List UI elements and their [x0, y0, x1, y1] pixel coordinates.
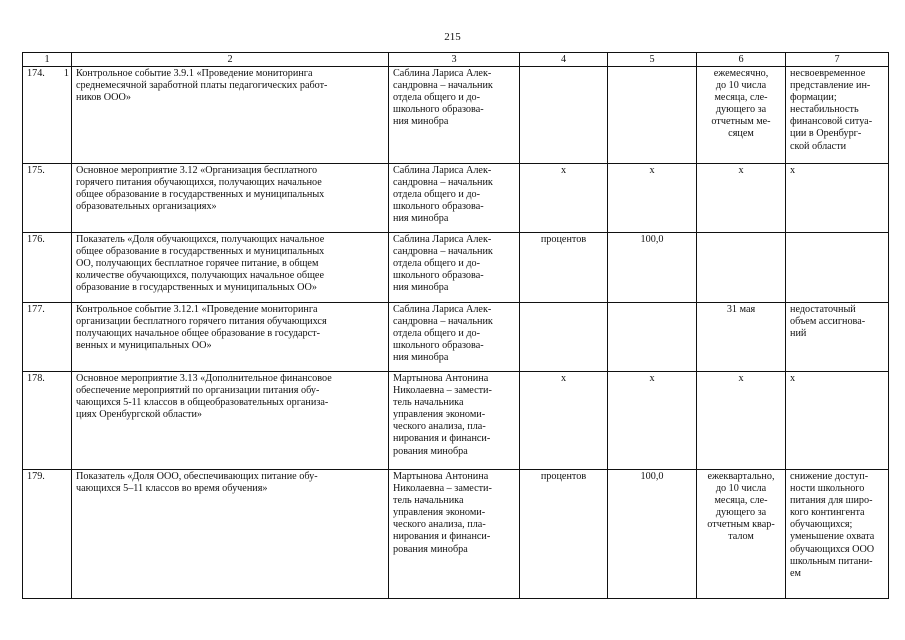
responsible-cell-line: нирования и финанси- — [393, 433, 491, 445]
value-cell — [608, 67, 697, 164]
risks-cell-line: кого контингента — [790, 507, 865, 519]
risks-cell-line: снижение доступ- — [790, 471, 869, 482]
responsible-cell-line: Саблина Лариса Алек- — [393, 165, 492, 176]
deadline-cell — [697, 233, 786, 303]
description-cell-line: ОО, получающих бесплатное горячее питание, в общем — [76, 258, 319, 270]
responsible-cell-line: отдела общего и до- — [393, 92, 481, 104]
deadline-cell — [697, 303, 786, 372]
deadline-cell-line: дующего за — [715, 104, 767, 116]
responsible-cell-line: управления экономи- — [393, 409, 486, 421]
description-cell-line: ников ООО» — [76, 92, 131, 104]
risks-cell-line: представление ин- — [790, 80, 871, 92]
responsible-cell-line: школьного образова- — [393, 104, 484, 116]
risks-cell-line: ний — [790, 328, 807, 340]
row-number-cell — [23, 233, 72, 303]
header-row — [23, 53, 889, 67]
deadline-cell-line: талом — [728, 531, 754, 543]
risks-cell-line: формации; — [790, 92, 837, 104]
risks-cell-line: х — [790, 165, 796, 176]
description-cell-line: горячего питания обучающихся, получающих начальное — [76, 177, 322, 189]
responsible-cell-line: сандровна – начальник — [393, 316, 493, 328]
responsible-cell — [389, 303, 520, 372]
deadline-cell-line: месяца, сле- — [714, 495, 768, 507]
description-cell-line: обеспечение мероприятий по организации питания обу- — [76, 385, 320, 397]
deadline-cell-line: сяцем — [728, 128, 754, 140]
responsible-cell-line: отдела общего и до- — [393, 328, 481, 340]
responsible-cell-line: отдела общего и до- — [393, 258, 481, 270]
risks-cell-line: нестабильность — [790, 104, 859, 116]
unit-cell: процентов — [520, 470, 608, 599]
responsible-cell-line: школьного образова- — [393, 340, 484, 352]
responsible-cell — [389, 67, 520, 164]
description-cell-line: Контрольное событие 3.12.1 «Проведение мониторинга — [76, 304, 318, 315]
risks-cell-line: ем — [790, 567, 801, 579]
deadline-cell — [697, 470, 786, 599]
description-cell-line: образование в государственных и муниципальных ОО» — [76, 282, 317, 294]
responsible-cell-line: Николаевна – замести- — [393, 483, 492, 495]
responsible-cell — [389, 164, 520, 233]
deadline-cell-line: месяца, сле- — [714, 92, 768, 104]
description-cell-line: Контрольное событие 3.9.1 «Проведение мониторинга — [76, 68, 313, 79]
deadline-cell-line: до 10 числа — [715, 80, 767, 92]
row-number-cell — [23, 303, 72, 372]
unit-cell: х — [520, 372, 608, 470]
deadline-cell — [697, 67, 786, 164]
description-cell-line: чающихся 5-11 классов в общеобразовательных организа- — [76, 397, 329, 409]
deadline-cell-line: отчетным ме- — [711, 116, 771, 128]
description-cell — [72, 164, 389, 233]
deadline-cell-line: х — [738, 165, 744, 176]
value-cell — [608, 303, 697, 372]
responsible-cell-line: сандровна – начальник — [393, 246, 493, 258]
deadline-cell-line: до 10 числа — [715, 483, 767, 495]
column-header: 6 — [697, 53, 786, 67]
description-cell-line: Основное мероприятие 3.12 «Организация бесплатного — [76, 165, 318, 176]
table-row — [23, 67, 889, 164]
deadline-cell-line: 31 мая — [726, 304, 756, 315]
responsible-cell-line: Мартынова Антонина — [393, 471, 489, 482]
risks-cell-line: обучающихся ООО — [790, 543, 875, 555]
description-cell-line: чающихся 5–11 классов во время обучения» — [76, 483, 268, 495]
table-row — [23, 470, 889, 599]
row-number: 175. — [27, 165, 45, 176]
table-row — [23, 372, 889, 470]
responsible-cell-line: Саблина Лариса Алек- — [393, 68, 492, 79]
column-header: 2 — [72, 53, 389, 67]
row-number-cell — [23, 470, 72, 599]
unit-cell — [520, 67, 608, 164]
row-number: 179. — [27, 471, 45, 482]
risks-cell-line: объем ассигнова- — [790, 316, 866, 328]
responsible-cell-line: Саблина Лариса Алек- — [393, 304, 492, 315]
deadline-cell — [697, 164, 786, 233]
row-number-cell — [23, 164, 72, 233]
description-cell-line: общее образование в государственных и муниципальных — [76, 246, 325, 258]
responsible-cell-line: ния минобра — [393, 213, 449, 225]
risks-cell-line: несвоевременное — [790, 68, 866, 79]
responsible-cell-line: сандровна – начальник — [393, 177, 493, 189]
table-row — [23, 303, 889, 372]
risks-cell — [786, 233, 889, 303]
risks-cell-line: питания для широ- — [790, 495, 873, 507]
row-number-cell — [23, 372, 72, 470]
description-cell-line: получающих начальное общее образование в государст- — [76, 328, 321, 340]
responsible-cell — [389, 470, 520, 599]
risks-cell — [786, 470, 889, 599]
risks-cell-line: х — [790, 373, 796, 384]
description-cell-line: Основное мероприятие 3.13 «Дополнительное финансовое — [76, 373, 332, 384]
responsible-cell-line: тель начальника — [393, 397, 464, 409]
description-cell — [72, 233, 389, 303]
deadline-cell-line: отчетным квар- — [707, 519, 775, 531]
deadline-cell-line: х — [738, 373, 744, 384]
responsible-cell-line: ния минобра — [393, 282, 449, 294]
row-number: 177. — [27, 304, 45, 315]
description-cell — [72, 67, 389, 164]
value-cell: 100,0 — [608, 233, 697, 303]
description-cell — [72, 303, 389, 372]
responsible-cell-line: школьного образова- — [393, 270, 484, 282]
row-number: 178. — [27, 373, 45, 384]
description-cell — [72, 372, 389, 470]
responsible-cell-line: нирования и финанси- — [393, 531, 491, 543]
table-row — [23, 164, 889, 233]
responsible-cell-line: Мартынова Антонина — [393, 373, 489, 384]
plan-table — [22, 52, 889, 599]
responsible-cell-line: Саблина Лариса Алек- — [393, 234, 492, 245]
responsible-cell-line: сандровна – начальник — [393, 80, 493, 92]
responsible-cell-line: рования минобра — [393, 543, 468, 555]
description-cell-line: Показатель «Доля обучающихся, получающих начальное — [76, 234, 325, 245]
description-cell-line: Показатель «Доля ООО, обеспечивающих питание обу- — [76, 471, 318, 482]
deadline-cell-line: ежемесячно, — [713, 68, 769, 79]
deadline-cell-line: ежеквартально, — [707, 471, 775, 482]
column-header: 1 — [23, 53, 72, 67]
responsible-cell-line: тель начальника — [393, 495, 464, 507]
row-number-cell — [23, 67, 72, 164]
row-number: 174. — [27, 68, 45, 79]
column-header: 4 — [520, 53, 608, 67]
responsible-cell-line: ческого анализа, пла- — [393, 421, 486, 433]
table-row — [23, 233, 889, 303]
deadline-cell-line: дующего за — [715, 507, 767, 519]
responsible-cell-line: ческого анализа, пла- — [393, 519, 486, 531]
page-number: 215 — [444, 31, 461, 43]
responsible-cell-line: управления экономи- — [393, 507, 486, 519]
risks-cell-line: обучающихся; — [790, 519, 853, 531]
description-cell-line: общее образование в государственных и муниципальных — [76, 189, 325, 201]
risks-cell-line: уменьшение охвата — [790, 531, 875, 543]
value-cell: 100,0 — [608, 470, 697, 599]
risks-cell — [786, 372, 889, 470]
unit-cell — [520, 303, 608, 372]
unit-cell: процентов — [520, 233, 608, 303]
description-cell-line: среднемесячной заработной платы педагогических работ- — [76, 80, 328, 92]
risks-cell-line: школьным питани- — [790, 555, 873, 567]
responsible-cell-line: ния минобра — [393, 116, 449, 128]
risks-cell-line: ской области — [790, 140, 847, 152]
responsible-cell-line: Николаевна – замести- — [393, 385, 492, 397]
responsible-cell — [389, 372, 520, 470]
description-cell-line: венных и муниципальных ОО» — [76, 340, 212, 352]
risks-cell — [786, 67, 889, 164]
row-mark: 1 — [63, 68, 69, 79]
description-cell-line: циях Оренбургской области» — [76, 409, 203, 421]
unit-cell: х — [520, 164, 608, 233]
description-cell — [72, 470, 389, 599]
risks-cell-line: недостаточный — [790, 304, 856, 315]
responsible-cell-line: отдела общего и до- — [393, 189, 481, 201]
value-cell: х — [608, 372, 697, 470]
risks-cell-line: ции в Оренбург- — [790, 128, 862, 140]
responsible-cell — [389, 233, 520, 303]
risks-cell-line: финансовой ситуа- — [790, 116, 873, 128]
responsible-cell-line: рования минобра — [393, 445, 468, 457]
responsible-cell-line: школьного образова- — [393, 201, 484, 213]
column-header: 5 — [608, 53, 697, 67]
value-cell: х — [608, 164, 697, 233]
column-header: 7 — [786, 53, 889, 67]
column-header: 3 — [389, 53, 520, 67]
risks-cell — [786, 303, 889, 372]
description-cell-line: организации бесплатного горячего питания обучающихся — [76, 316, 327, 328]
description-cell-line: количестве обучающихся, получающих начальное общее — [76, 270, 324, 282]
description-cell-line: образовательных организациях» — [76, 201, 217, 213]
deadline-cell — [697, 372, 786, 470]
risks-cell — [786, 164, 889, 233]
risks-cell-line: ности школьного — [790, 483, 865, 495]
row-number: 176. — [27, 234, 45, 245]
responsible-cell-line: ния минобра — [393, 352, 449, 364]
